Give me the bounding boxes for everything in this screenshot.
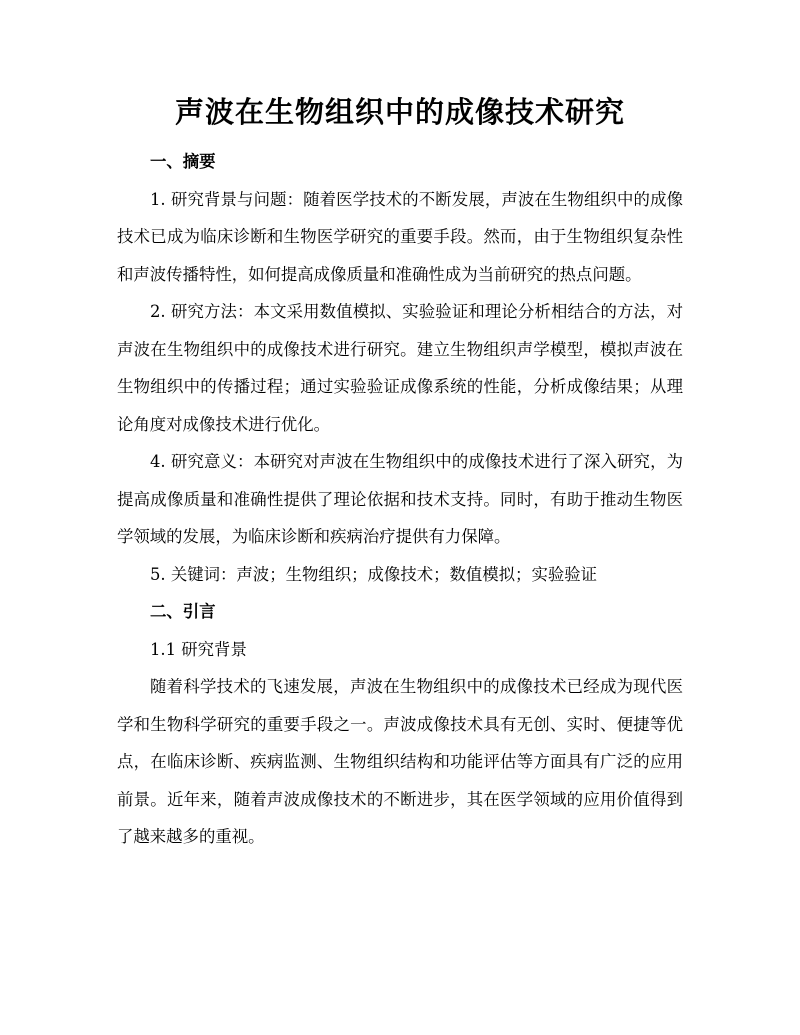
section-heading-abstract: 一、摘要 <box>150 152 216 171</box>
introduction-background-paragraph: 随着科学技术的飞速发展，声波在生物组织中的成像技术已经成为现代医学和生物科学研究的重要手段之一。声波成像技术具有无创、实时、便捷等优点，在临床诊断、疾病监测、生物组织结构和功能评估等方面具有广泛的应用前景。近年来，随着声波成像技术的不断进步，其在医学领域的应用价值得到了越来越多的重视。 <box>117 677 683 846</box>
abstract-keywords-paragraph: 5. 关键词：声波；生物组织；成像技术；数值模拟；实验验证 <box>150 564 598 584</box>
document-body <box>117 143 683 856</box>
section-heading-introduction: 二、引言 <box>150 602 216 621</box>
document-title: 声波在生物组织中的成像技术研究 <box>174 95 625 129</box>
abstract-significance-paragraph: 4. 研究意义：本研究对声波在生物组织中的成像技术进行了深入研究，为提高成像质量和准确性提供了理论依据和技术支持。同时，有助于推动生物医学领域的发展，为临床诊断和疾病治疗提供有力保障。 <box>117 452 683 546</box>
abstract-methods-paragraph: 2. 研究方法：本文采用数值模拟、实验验证和理论分析相结合的方法，对声波在生物组织中的成像技术进行研究。建立生物组织声学模型，模拟声波在生物组织中的传播过程；通过实验验证成像系统的性能，分析成像结果；从理论角度对成像技术进行优化。 <box>117 302 683 434</box>
subsection-heading-background: 1.1 研究背景 <box>150 639 247 659</box>
abstract-background-paragraph: 1. 研究背景与问题：随着医学技术的不断发展，声波在生物组织中的成像技术已成为临床诊断和生物医学研究的重要手段。然而，由于生物组织复杂性和声波传播特性，如何提高成像质量和准确性成为当前研究的热点问题。 <box>117 189 683 284</box>
